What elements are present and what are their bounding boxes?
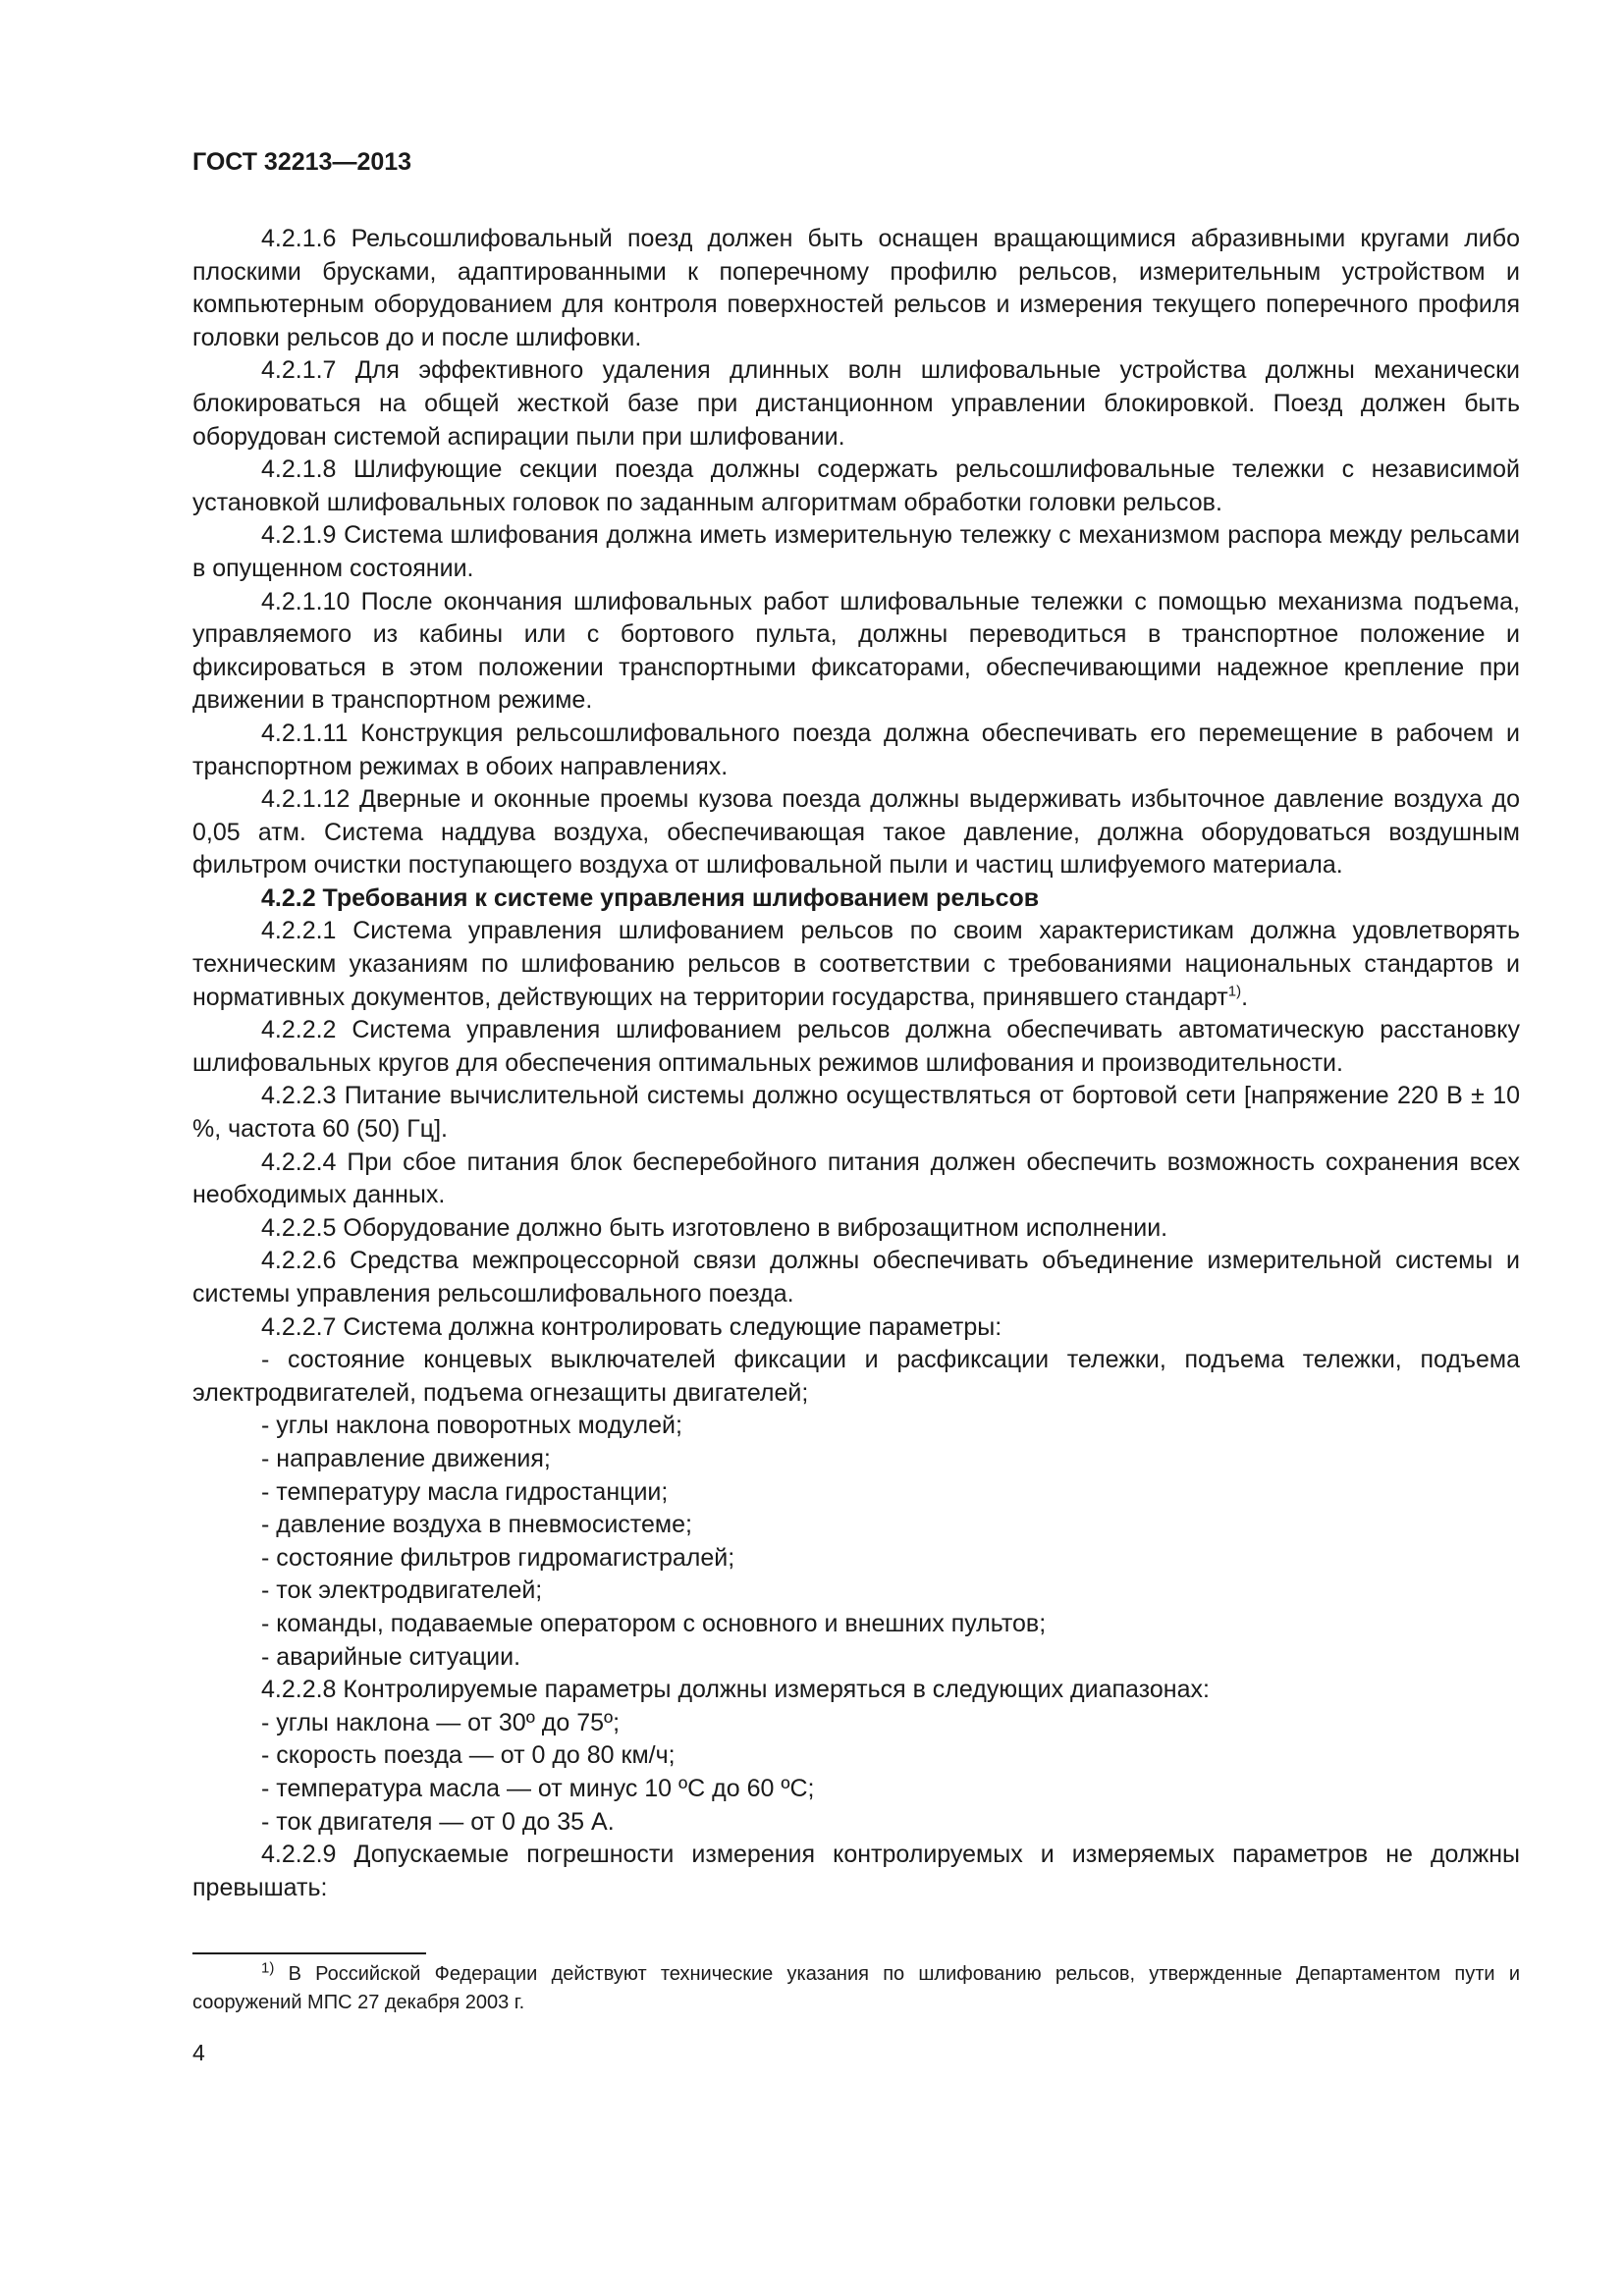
paragraph-4-2-2-4: 4.2.2.4 При сбое питания блок бесперебойного питания должен обеспечить возможность сохранения всех необходимых данных. — [192, 1148, 1520, 1209]
list-item-air-pressure: - давление воздуха в пневмосистеме; — [261, 1511, 692, 1539]
paragraph-4-2-1-10: 4.2.1.10 После окончания шлифовальных работ шлифовальные тележки с помощью механизма подъема, управляемого из кабины или с бортового пульта, должны переводиться в транспортное положение и фиксироваться в этом положении транспортными фиксаторами, обеспечивающими надежное крепление при движении в транспортном режиме. — [192, 587, 1520, 715]
paragraph-4-2-2-1 — [192, 915, 1520, 1014]
paragraph-4-2-2-6: 4.2.2.6 Средства межпроцессорной связи должны обеспечивать объединение измерительной системы и системы управления рельсошлифовального поезда. — [192, 1247, 1520, 1308]
range-train-speed: - скорость поезда — от 0 до 80 км/ч; — [261, 1741, 676, 1770]
section-heading-4-2-2: 4.2.2 Требования к системе управления шлифованием рельсов — [261, 883, 1040, 912]
paragraph-4-2-1-6: 4.2.1.6 Рельсошлифовальный поезд должен быть оснащен вращающимися абразивными кругами либо плоскими брусками, адаптированными к поперечному профилю рельсов, измерительным устройством и компьютерным оборудованием для контроля поверхностей рельсов и измерения текущего поперечного профиля головки рельсов до и после шлифовки. — [192, 225, 1520, 351]
list-item-filters: - состояние фильтров гидромагистралей; — [261, 1543, 735, 1572]
paragraph-4-2-1-8: 4.2.1.8 Шлифующие секции поезда должны содержать рельсошлифовальные тележки с независимой установкой шлифовальных головок по заданным алгоритмам обработки головки рельсов. — [192, 455, 1520, 516]
paragraph-4-2-1-7: 4.2.1.7 Для эффективного удаления длинных волн шлифовальные устройства должны механически блокироваться на общей жесткой базе при дистанционном управлении блокировкой. Поезд должен быть оборудован системой аспирации пыли при шлифовании. — [192, 356, 1520, 451]
paragraph-4-2-2-5: 4.2.2.5 Оборудование должно быть изготовлено в виброзащитном исполнении. — [261, 1213, 1168, 1242]
list-item-operator-commands: - команды, подаваемые оператором с основного и внешних пультов; — [261, 1609, 1047, 1637]
footnote-reference[interactable]: 1) — [1227, 983, 1242, 1000]
paragraph-4-2-2-2: 4.2.2.2 Система управления шлифованием рельсов должна обеспечивать автоматическую расстановку шлифовальных кругов для обеспечения оптимальных режимов шлифования и производительности. — [192, 1016, 1520, 1077]
footnote-divider — [192, 1952, 426, 1954]
range-oil-temperature: - температура масла — от минус 10 ºС до 60 ºС; — [261, 1774, 815, 1802]
paragraph-4-2-2-8: 4.2.2.8 Контролируемые параметры должны измеряться в следующих диапазонах: — [261, 1676, 1210, 1704]
footnote-text: В Российской Федерации действуют технические указания по шлифованию рельсов, утвержденные Департаментом пути и сооружений МПС 27 декабря 2003 г. — [192, 1963, 1520, 2014]
paragraph-4-2-2-1-tail: . — [1241, 983, 1249, 1011]
paragraph-4-2-1-11: 4.2.1.11 Конструкция рельсошлифовального поезда должна обеспечивать его перемещение в рабочем и транспортном режимах в обоих направлениях. — [192, 719, 1520, 780]
list-item-direction: - направление движения; — [261, 1444, 551, 1472]
document-header: ГОСТ 32213—2013 — [192, 148, 412, 176]
list-item-limit-switches: - состояние концевых выключателей фиксации и расфиксации тележки, подъема тележки, подъема электродвигателей, подъема огнезащиты двигателей; — [192, 1346, 1520, 1407]
list-item-tilt-angles: - углы наклона поворотных модулей; — [261, 1412, 682, 1440]
list-item-oil-temperature: - температуру масла гидростанции; — [261, 1477, 669, 1506]
document-page — [192, 147, 1520, 2066]
paragraph-4-2-1-12: 4.2.1.12 Дверные и оконные проемы кузова поезда должны выдерживать избыточное давление воздуха до 0,05 атм. Система наддува воздуха, обеспечивающая такое давление, должна оборудоваться воздушным фильтром очистки поступающего воздуха от шлифовальной пыли и частиц шлифуемого материала. — [192, 785, 1520, 880]
paragraph-4-2-2-9: 4.2.2.9 Допускаемые погрешности измерения контролируемых и измеряемых параметров не должны превышать: — [192, 1841, 1520, 1901]
paragraph-4-2-2-3: 4.2.2.3 Питание вычислительной системы должно осуществляться от бортовой сети [напряжение 220 В ± 10 %, частота 60 (50) Гц]. — [192, 1082, 1520, 1144]
range-motor-current: - ток двигателя — от 0 до 35 А. — [261, 1807, 615, 1836]
footnote — [192, 1960, 1520, 2017]
paragraph-4-2-1-9: 4.2.1.9 Система шлифования должна иметь измерительную тележку с механизмом распора между рельсами в опущенном состоянии. — [192, 521, 1520, 582]
list-item-motor-current: - ток электродвигателей; — [261, 1576, 543, 1605]
footnote-marker: 1) — [261, 1959, 275, 1977]
range-tilt-angles: - углы наклона — от 30º до 75º; — [261, 1708, 621, 1736]
page-number: 4 — [192, 2040, 205, 2066]
paragraph-4-2-2-1-text: 4.2.2.1 Система управления шлифованием рельсов по своим характеристикам должна удовлетворять техническим указаниям по шлифованию рельсов в соответствии с требованиями национальных стандартов и нормативных документов, действующих на территории государства, принявшего стандарт — [192, 917, 1520, 1011]
list-item-emergencies: - аварийные ситуации. — [261, 1642, 521, 1671]
paragraph-4-2-2-7: 4.2.2.7 Система должна контролировать следующие параметры: — [261, 1312, 1002, 1341]
